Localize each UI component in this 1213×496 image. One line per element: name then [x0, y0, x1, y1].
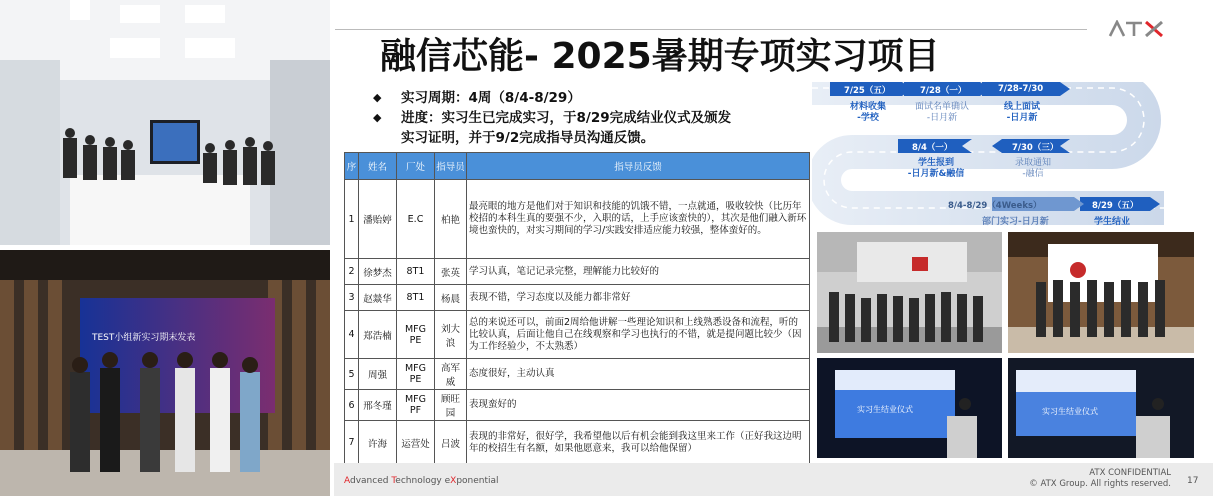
page-title: 融信芯能- 2025暑期专项实习项目 — [380, 36, 940, 77]
timeline-step-5-date: 8/4（一） — [912, 143, 953, 153]
screen-caption: 实习生结业仪式 — [1042, 407, 1098, 416]
photo-presentation-group — [0, 250, 330, 496]
photo-group-stage — [1008, 232, 1194, 353]
timeline-step-7-desc: 学生结业 — [1094, 217, 1131, 227]
table-row: 1 潘贻婷 E.C 柏艳 最亮眼的地方是他们对于知识和技能的饥饿不错，一点就通，吸收较快（比历年校招的本科生真的要强不少，入职的话，上手应该蛮快的），其次是他们融入新环境也蛮快的，对实习期间的学习/实践安排适应能力较强，整体蛮好的。 — [345, 180, 810, 259]
table-row: 4 郑浩楠 MFG PE 刘大浪 总的来说还可以，前面2周给他讲解一些理论知识和上线熟悉设备和流程，听的比较认真，后面让他自己在线观察和学习也执行的不错，就是提问题比较少（因为工作经验少，不太熟悉） — [345, 311, 810, 359]
timeline-step-3-desc: 线上面试 -日月新 — [1003, 102, 1040, 123]
timeline-step-5-desc: 学生报到 -日月新&融信 — [907, 158, 965, 179]
timeline-step-6-date: 8/4-8/29（4Weeks） — [948, 201, 1042, 211]
table-row: 6 邢冬瑾 MFG PF 顾旺园 表现蛮好的 — [345, 390, 810, 421]
diamond-bullet-icon: ◆ — [373, 91, 382, 104]
col-header-name: 姓名 — [359, 153, 397, 180]
atx-logo — [1108, 20, 1170, 43]
photo-group-red-wall — [817, 232, 1002, 353]
timeline-roadmap — [812, 82, 1172, 236]
bullet-item: ◆ 进度：实习生已完成实习，于8/29完成结业仪式及颁发 — [373, 110, 732, 126]
bullet-item-continuation: 实习证明，并于9/2完成指导员沟通反馈。 — [401, 130, 655, 146]
footer-tagline: Advanced Technology eXponential — [344, 476, 499, 486]
timeline-step-7-date: 8/29（五） — [1092, 201, 1139, 211]
table-row: 2 徐梦杰 8T1 张英 学习认真，笔记记录完整，理解能力比较好的 — [345, 259, 810, 285]
bullet-item: ◆ 实习周期：4周（8/4-8/29） — [373, 90, 581, 106]
diamond-bullet-icon: ◆ — [373, 111, 382, 124]
timeline-step-6-desc: 部门实习-日月新 — [982, 217, 1049, 227]
photo-ceremony-left — [817, 358, 1002, 458]
timeline-step-4-desc: 录取通知 -融信 — [1014, 158, 1051, 179]
col-header-no: 序 — [345, 153, 359, 180]
col-header-dept: 厂处 — [397, 153, 435, 180]
screen-caption: 实习生结业仪式 — [857, 405, 913, 414]
photo-ceremony-right — [1008, 358, 1194, 458]
timeline-step-3-date: 7/28-7/30 — [998, 84, 1044, 94]
bullet-list — [373, 88, 731, 148]
screen-caption: TEST小组新实习期末发表 — [92, 333, 196, 343]
timeline-step-2-desc: 面试名单确认 -日月新 — [914, 102, 969, 123]
timeline-step-2-date: 7/28（一） — [920, 86, 967, 96]
col-header-feedback: 指导员反馈 — [467, 153, 810, 180]
page-number: 17 — [1187, 476, 1199, 486]
photo-meeting-room-group — [0, 0, 330, 245]
timeline-step-4-date: 7/30（三） — [1012, 143, 1059, 153]
table-row: 3 赵燚华 8T1 杨晨 表现不错，学习态度以及能力都非常好 — [345, 285, 810, 311]
table-row: 5 周强 MFG PE 高军威 态度很好，主动认真 — [345, 359, 810, 390]
footer-confidential: ATX CONFIDENTIAL © ATX Group. All rights reserved. — [1029, 468, 1171, 489]
timeline-step-1-date: 7/25（五） — [844, 86, 891, 96]
mentor-feedback-table — [344, 152, 810, 465]
timeline-step-1-desc: 材料收集 -学校 — [849, 102, 886, 123]
table-row: 7 许海 运营处 吕波 表现的非常好，很好学，我希望他以后有机会能到我这里来工作（正好我这边明年的校招生有名额，如果他愿意来，我可以给他保留） — [345, 421, 810, 465]
col-header-mentor: 指导员 — [435, 153, 467, 180]
table-header-row — [345, 153, 810, 180]
